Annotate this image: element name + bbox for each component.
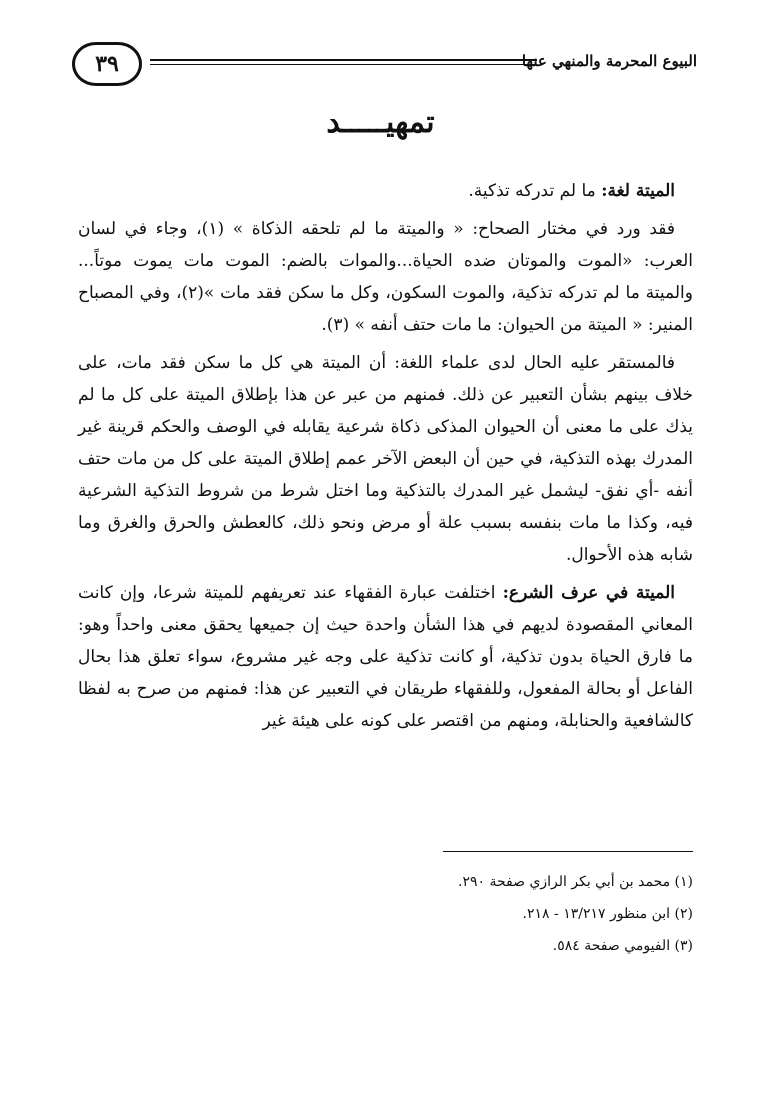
chapter-heading — [0, 105, 761, 140]
paragraph-text: فقد ورد في مختار الصحاح: « والميتة ما لم تلحقه الذكاة » (١)، وجاء في لسان العرب: «الموت والموتان ضده الحياة...والموات بالضم: الموت مات يموت موتاً... والميتة ما لم تدركه تذكية، والموت السكون، وكل ما سكن فقد مات »(٢)، وفي المصباح المنير: « الميتة من الحيوان: ما مات حتف أنفه » (٣). — [78, 219, 693, 335]
page-header — [72, 40, 697, 90]
paragraph — [78, 347, 693, 571]
paragraph-text: ما لم تدركه تذكية. — [468, 181, 602, 201]
running-title: البيوع المحرمة والمنهي عنها — [521, 52, 697, 70]
header-rule — [150, 59, 537, 69]
footnote: (٢) ابن منظور ١٣/٢١٧ - ٢١٨. — [522, 906, 693, 922]
footnotes — [78, 866, 693, 962]
paragraph-lead: الميتة في عرف الشرع: — [502, 583, 675, 603]
paragraph-text: فالمستقر عليه الحال لدى علماء اللغة: أن الميتة هي كل ما سكن فقد مات، على خلاف بينهم بشأن التعبير عن ذلك. فمنهم من عبر عن هذا بإطلاق الميتة على كل ما لم يذك على ما معنى أن الحيوان المذكى ذكاة شرعية يقابله في الوصف والحكم قرينة غير المدرك بهذه التذكية، في حين أن البعض الآخر عمم إطلاق الميتة على كل من مات حتف أنفه -أي نفق- ليشمل غير المدرك بالتذكية وما اختل شرط من شروط التذكية الشرعية فيه، وكذا ما مات بنفسه بسبب علة أو مرض ونحو ذلك، كالعطش والحرق والغرق وما شابه هذه الأحوال. — [78, 353, 694, 565]
paragraph — [78, 175, 693, 207]
paragraph — [78, 213, 693, 341]
paragraph — [78, 577, 693, 737]
chapter-heading-text: تمهيـــــد — [326, 105, 435, 140]
paragraph-lead: الميتة لغة: — [601, 181, 675, 201]
page-number: ٣٩ — [72, 42, 142, 86]
footnote-separator — [443, 851, 693, 852]
footnote: (٣) الفيومي صفحة ٥٨٤. — [552, 938, 693, 954]
paragraph-text: اختلفت عبارة الفقهاء عند تعريفهم للميتة شرعا، وإن كانت المعاني المقصودة لديهم في هذا الشأن واحدة حيث إن جميعها يحقق معنى واحداً وهو: ما فارق الحياة بدون تذكية، أو كانت تذكية على وجه غير مشروع، سواء تعلق هذا بحال الفاعل أو بحالة المفعول، وللفقهاء طريقان في التعبير عن هذا: فمنهم من صرح به لفظا كالشافعية والحنابلة، ومنهم من اقتصر على كونه على هيئة غير — [78, 583, 693, 731]
body-text — [78, 175, 693, 743]
footnote: (١) محمد بن أبي بكر الرازي صفحة ٢٩٠. — [458, 874, 693, 890]
